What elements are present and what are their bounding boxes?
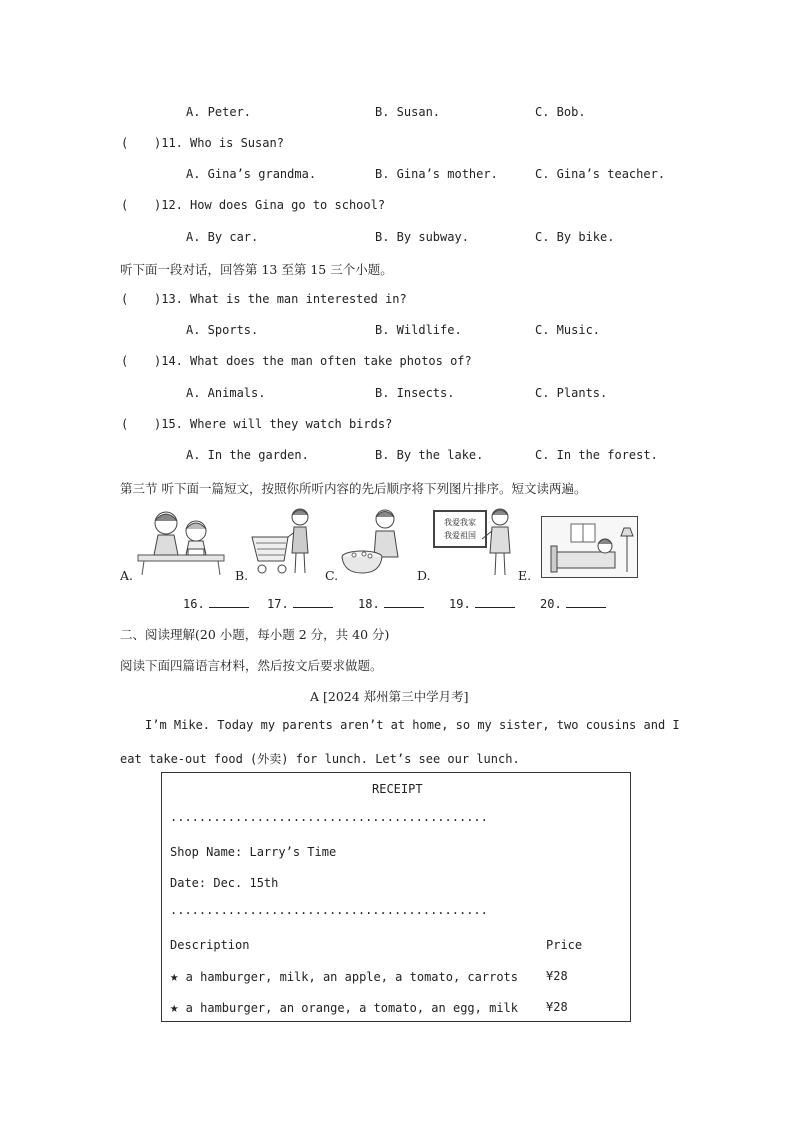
picture-a-reading-illustration [136, 505, 226, 577]
receipt-shop-name: Shop Name: Larry’s Time [170, 845, 337, 859]
q12-number: )12. [154, 198, 183, 212]
receipt-dots-top: ............................................ [170, 810, 488, 824]
q15-number: )15. [154, 417, 183, 431]
section3-instruction: 第三节 听下面一篇短文，按照你所听内容的先后顺序将下列图片排序。短文读两遍。 [120, 481, 587, 496]
q13-option-c: C. Music. [535, 323, 601, 337]
q12-paren-open: ( [121, 198, 129, 212]
q10-option-a: A. Peter. [186, 105, 252, 119]
answer-line-19 [475, 595, 515, 608]
q15-option-b: B. By the lake. [375, 448, 484, 462]
q14-option-b: B. Insects. [375, 386, 455, 400]
picture-b-shopping-illustration [248, 505, 318, 577]
q14-option-c: C. Plants. [535, 386, 608, 400]
q11-number: )11. [154, 136, 183, 150]
q10-option-b: B. Susan. [375, 105, 441, 119]
receipt-item-description: a hamburger, milk, an apple, a tomato, carrots [185, 970, 519, 984]
receipt-item-row [170, 1000, 518, 1016]
q14-question: What does the man often take photos of? [190, 354, 472, 368]
picture-c-washing-illustration [340, 505, 410, 577]
star-icon: ★ [170, 969, 179, 985]
q15-paren-open: ( [121, 417, 129, 431]
receipt-date: Date: Dec. 15th [170, 876, 279, 890]
q14-option-a: A. Animals. [186, 386, 266, 400]
picture-a-label: A. [120, 568, 134, 583]
q12-option-a: A. By car. [186, 230, 259, 244]
answer-number-20: 20. [540, 597, 562, 611]
board-line-2: 我爱祖国 [444, 531, 476, 540]
answer-blank-19 [449, 595, 515, 611]
q11-option-c: C. Gina’s teacher. [535, 167, 666, 181]
picture-e-label: E. [518, 568, 532, 583]
part2-instruction: 阅读下面四篇语言材料，然后按文后要求做题。 [120, 658, 383, 673]
q14-number: )14. [154, 354, 183, 368]
passage-line-2: eat take-out food (外卖) for lunch. Let’s see our lunch. [120, 752, 520, 766]
q15-option-a: A. In the garden. [186, 448, 309, 462]
q15-question: Where will they watch birds? [190, 417, 393, 431]
instruction-13-15: 听下面一段对话，回答第 13 至第 15 三个小题。 [120, 262, 393, 277]
q15-option-c: C. In the forest. [535, 448, 658, 462]
answer-line-18 [384, 595, 424, 608]
q13-question: What is the man interested in? [190, 292, 407, 306]
answer-line-16 [209, 595, 249, 608]
receipt-dots-bottom: ............................................ [170, 903, 488, 917]
answer-number-19: 19. [449, 597, 471, 611]
passage-a-title: A [2024 郑州第三中学月考] [310, 689, 469, 704]
picture-c-label: C. [325, 568, 339, 583]
answer-blank-16 [183, 595, 249, 611]
q10-option-c: C. Bob. [535, 105, 586, 119]
answer-line-17 [293, 595, 333, 608]
q12-question: How does Gina go to school? [190, 198, 386, 212]
board-line-1: 我爱我家 [444, 518, 476, 527]
receipt-item-row [170, 969, 518, 985]
receipt-item-price: ¥28 [546, 1000, 568, 1014]
q12-option-b: B. By subway. [375, 230, 469, 244]
q12-option-c: C. By bike. [535, 230, 615, 244]
receipt-item-description: a hamburger, an orange, a tomato, an egg, milk [185, 1001, 519, 1015]
receipt-col-price: Price [546, 938, 583, 952]
answer-number-18: 18. [358, 597, 380, 611]
star-icon: ★ [170, 1000, 179, 1016]
answer-blank-18 [358, 595, 424, 611]
picture-d-label: D. [417, 568, 431, 583]
q13-option-b: B. Wildlife. [375, 323, 462, 337]
receipt-col-description: Description [170, 938, 250, 952]
q13-number: )13. [154, 292, 183, 306]
q13-paren-open: ( [121, 292, 129, 306]
receipt-item-price: ¥28 [546, 969, 568, 983]
answer-blank-17 [267, 595, 333, 611]
answer-number-17: 17. [267, 597, 289, 611]
q11-paren-open: ( [121, 136, 129, 150]
answer-line-20 [566, 595, 606, 608]
receipt-title: RECEIPT [372, 782, 423, 796]
q11-option-a: A. Gina’s grandma. [186, 167, 317, 181]
part2-title: 二、阅读理解(20 小题，每小题 2 分，共 40 分) [120, 627, 390, 642]
q11-option-b: B. Gina’s mother. [375, 167, 498, 181]
picture-b-label: B. [235, 568, 249, 583]
passage-line-1: I’m Mike. Today my parents aren’t at home, so my sister, two cousins and I [145, 718, 680, 732]
q13-option-a: A. Sports. [186, 323, 259, 337]
picture-d-teacher-illustration [432, 505, 514, 577]
receipt-box [161, 772, 631, 1022]
q11-question: Who is Susan? [190, 136, 284, 150]
answer-number-16: 16. [183, 597, 205, 611]
q14-paren-open: ( [121, 354, 129, 368]
answer-blank-20 [540, 595, 606, 611]
picture-e-bed-illustration [541, 516, 638, 578]
